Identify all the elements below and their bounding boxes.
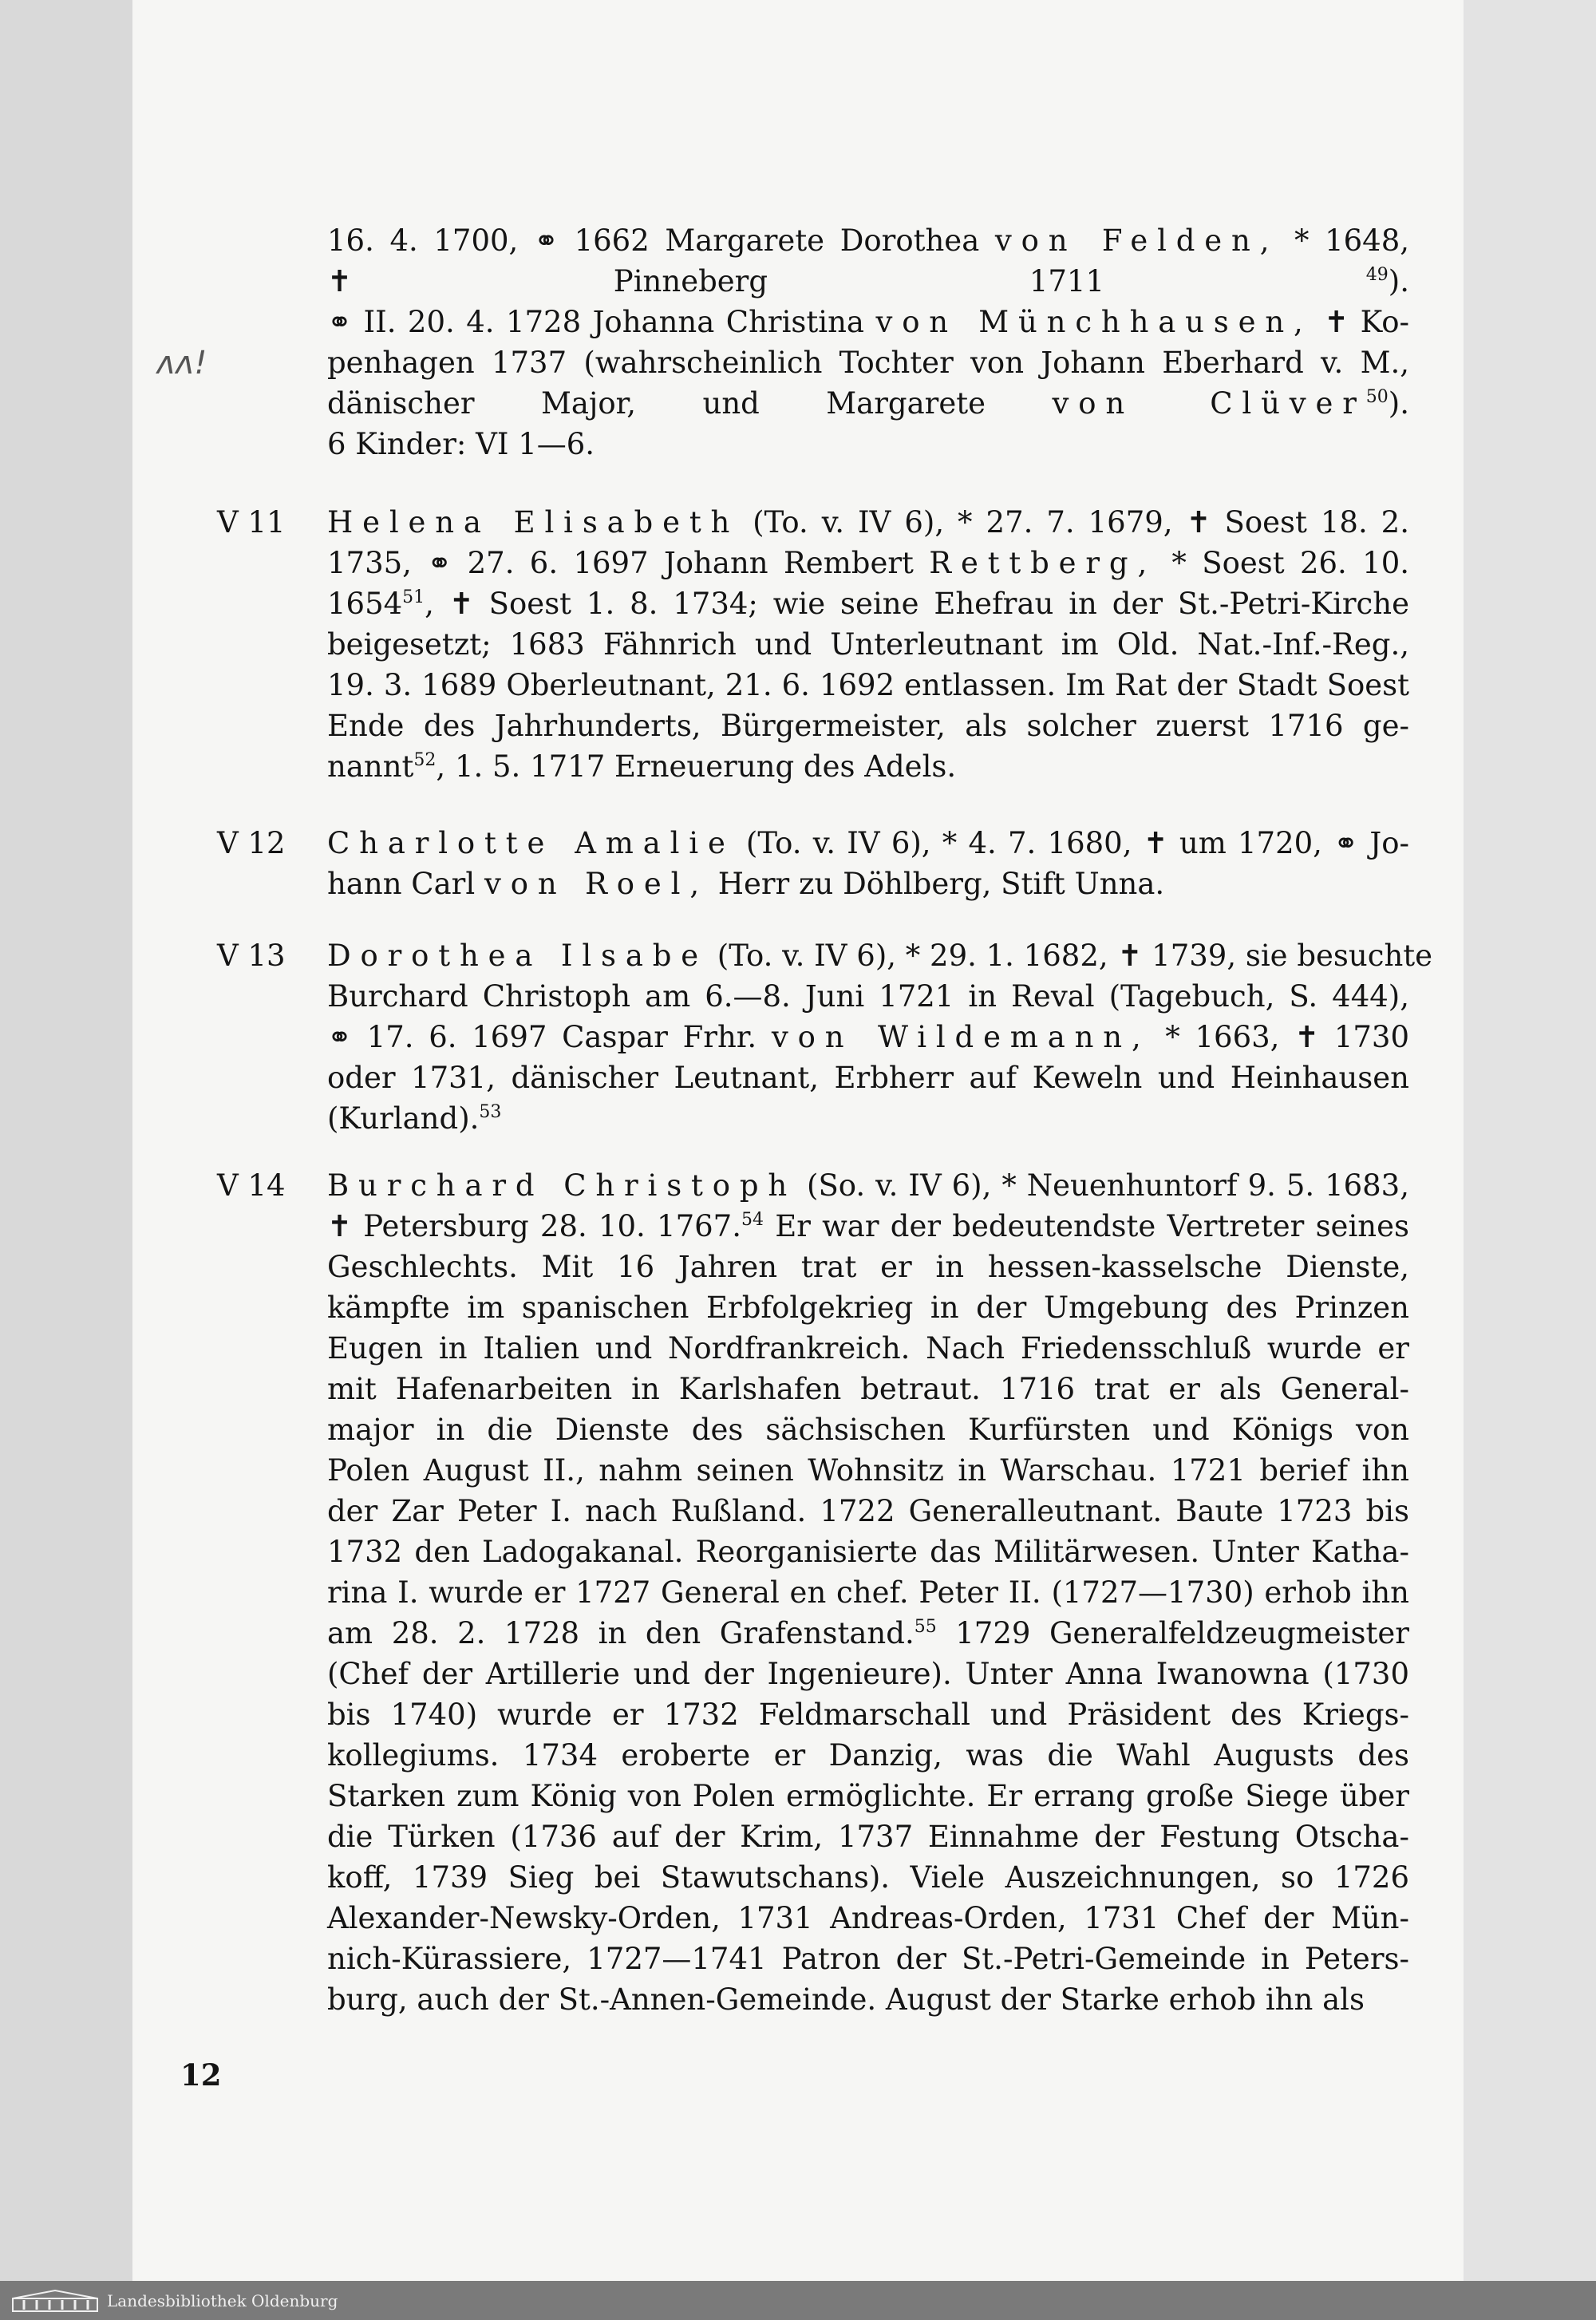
text-run: * 1648, (1278, 223, 1410, 258)
text-run: rina I. wurde er 1727 General en chef. Peter II. (1727—1730) erhob ihn (327, 1575, 1409, 1610)
text-line (327, 1694, 1409, 1735)
spaced-name: Helena Elisabeth (327, 505, 740, 539)
text-run: (So. v. IV 6), * Neuenhuntorf 9. 5. 1683, (796, 1168, 1409, 1203)
text-run: (To. v. IV 6), * 29. 1. 1682, ✝ 1739, sie besuchte (708, 939, 1433, 973)
text-line (327, 1247, 1409, 1287)
text-run: ). (1388, 264, 1409, 298)
text-line (327, 1206, 1409, 1247)
text-run: 19. 3. 1689 Oberleutnant, 21. 6. 1692 entlassen. Im Rat der Stadt Soest (327, 668, 1409, 702)
entry-label: V 12 (217, 826, 286, 860)
text-line (327, 1572, 1409, 1613)
text-line (327, 1979, 1409, 2020)
spaced-name: Dorothea Ilsabe (327, 939, 708, 973)
text-line (327, 1165, 1409, 1206)
text-run: Burchard Christoph am 6.—8. Juni 1721 in Reval (Tagebuch, S. 444), (327, 979, 1409, 1014)
text-run: nich-Kürassiere, 1727—1741 Patron der St.-Petri-Gemeinde in Peters- (327, 1942, 1409, 1976)
footnote-ref: 52 (413, 750, 437, 770)
text-run: Herr zu Döhlberg, Stift Unna. (708, 867, 1165, 901)
text-run: (To. v. IV 6), * 27. 7. 1679, ✝ Soest 18. 2. (739, 505, 1409, 539)
text-run: 1729 Generalfeldzeugmeister (936, 1616, 1409, 1650)
scan-gutter-left (0, 0, 132, 2281)
text-line (327, 1816, 1409, 1857)
text-line (327, 746, 1409, 787)
library-building-icon (11, 2289, 99, 2317)
text-line (327, 976, 1409, 1017)
text-line (327, 1776, 1409, 1816)
entry-label: V 13 (217, 939, 286, 973)
footnote-ref: 51 (402, 587, 425, 607)
text-run: beigesetzt; 1683 Fähnrich und Unterleutnant im Old. Nat.-Inf.-Reg., (327, 627, 1409, 662)
text-run: 1735, ⚭ 27. 6. 1697 Johann Rembert (327, 546, 930, 580)
text-line (327, 1613, 1409, 1654)
text-run: am 28. 2. 1728 in den Grafenstand. (327, 1616, 915, 1650)
text-line (327, 1654, 1409, 1694)
footnote-ref: 55 (914, 1617, 937, 1637)
text-line (327, 1369, 1409, 1409)
library-footer (0, 2281, 1596, 2320)
text-run: , 1. 5. 1717 Erneuerung des Adels. (436, 749, 957, 784)
text-run: (To. v. IV 6), * 4. 7. 1680, ✝ um 1720, ⚭ Jo- (734, 826, 1409, 860)
spaced-name: Burchard Christoph (327, 1168, 797, 1203)
text-line (327, 1287, 1409, 1328)
spaced-name: von Clüver (1052, 386, 1366, 421)
text-run: der Zar Peter I. nach Rußland. 1722 Generalleutnant. Baute 1723 bis (327, 1494, 1409, 1528)
text-run: ⚭ II. 20. 4. 1728 Johanna Christina (327, 305, 876, 339)
entry-text (327, 823, 1409, 904)
text-run: Er war der bedeutendste Vertreter seines (763, 1209, 1409, 1243)
text-line (327, 220, 1409, 261)
text-line (327, 1939, 1409, 1979)
text-line (327, 864, 1409, 904)
page-number: 12 (180, 2057, 222, 2093)
text-line (327, 1409, 1409, 1450)
spaced-name: von Wildemann, (771, 1020, 1151, 1054)
library-name: Landesbibliothek Oldenburg (107, 2291, 338, 2310)
text-line (327, 1735, 1409, 1776)
text-run: * Soest 26. 10. (1156, 546, 1409, 580)
text-run: Eugen in Italien und Nordfrankreich. Nach Friedensschluß wurde er (327, 1331, 1409, 1366)
intro-paragraph (327, 220, 1409, 464)
scan-gutter-right (1464, 0, 1596, 2281)
text-line (327, 665, 1409, 705)
text-line (327, 1450, 1409, 1491)
entry-text (327, 935, 1433, 1139)
text-run: mit Hafenarbeiten in Karlshafen betraut. 1716 trat er als General- (327, 1372, 1409, 1406)
text-run: ). (1388, 386, 1409, 421)
text-run: 6 Kinder: VI 1—6. (327, 427, 595, 461)
text-line (327, 302, 1409, 342)
footnote-ref: 53 (479, 1102, 502, 1122)
spaced-name: von Felden, (994, 223, 1279, 258)
text-run: koff, 1739 Sieg bei Stawutschans). Viele Auszeichnungen, so 1726 (327, 1860, 1409, 1895)
text-run: ✝ Pinneberg 1711 (327, 264, 1366, 298)
text-line (327, 1491, 1409, 1532)
text-run: Ende des Jahrhunderts, Bürgermeister, als solcher zuerst 1716 ge- (327, 709, 1409, 743)
text-run: oder 1731, dänischer Leutnant, Erbherr auf Keweln und Heinhausen (327, 1061, 1409, 1095)
text-line (327, 502, 1409, 543)
text-run: , ✝ Soest 1. 8. 1734; wie seine Ehefrau in der St.-Petri-Kirche (425, 587, 1409, 621)
text-run: ✝ Ko- (1312, 305, 1409, 339)
text-run: bis 1740) wurde er 1732 Feldmarschall und Präsident des Kriegs- (327, 1698, 1409, 1732)
text-line (327, 261, 1409, 302)
text-run: penhagen 1737 (wahrscheinlich Tochter von Johann Eberhard v. M., (327, 346, 1409, 380)
footnote-ref: 54 (741, 1210, 764, 1230)
text-run: (Chef der Artillerie und der Ingenieure). Unter Anna Iwanowna (1730 (327, 1657, 1409, 1691)
spaced-name: Rettberg, (929, 546, 1157, 580)
text-run: ✝ Petersburg 28. 10. 1767. (327, 1209, 741, 1243)
text-line (327, 1057, 1409, 1098)
text-line (327, 624, 1409, 665)
footnote-ref: 49 (1365, 265, 1389, 285)
text-run: Geschlechts. Mit 16 Jahren trat er in hessen-kasselsche Dienste, (327, 1250, 1409, 1284)
text-run: Polen August II., nahm seinen Wohnsitz in Warschau. 1721 berief ihn (327, 1453, 1409, 1488)
text-run: * 1663, ✝ 1730 (1150, 1020, 1409, 1054)
spaced-name: von Münchhausen, (875, 305, 1313, 339)
text-run: hann Carl (327, 867, 484, 901)
text-line (327, 1532, 1409, 1572)
text-line (327, 935, 1433, 976)
text-line (327, 823, 1409, 864)
spaced-name: von Roel, (484, 867, 709, 901)
footnote-ref: 50 (1365, 387, 1389, 407)
text-run: (Kurland). (327, 1101, 480, 1136)
text-run: kollegiums. 1734 eroberte er Danzig, was die Wahl Augusts des (327, 1738, 1409, 1773)
spaced-name: Charlotte Amalie (327, 826, 735, 860)
text-line (327, 1017, 1409, 1057)
entry-text (327, 1165, 1409, 2020)
text-line (327, 583, 1409, 624)
text-run: ⚭ 17. 6. 1697 Caspar Frhr. (327, 1020, 772, 1054)
text-run: die Türken (1736 auf der Krim, 1737 Einnahme der Festung Otscha- (327, 1820, 1409, 1854)
text-line (327, 424, 1409, 464)
text-run: nannt (327, 749, 414, 784)
entry-text (327, 502, 1409, 787)
entry-label: V 11 (217, 505, 286, 539)
text-run: burg, auch der St.-Annen-Gemeinde. August der Starke erhob ihn als (327, 1982, 1365, 2017)
text-line (327, 1098, 1409, 1139)
text-run: 16. 4. 1700, ⚭ 1662 Margarete Dorothea (327, 223, 995, 258)
text-run: major in die Dienste des sächsischen Kurfürsten und Königs von (327, 1413, 1409, 1447)
text-line (327, 543, 1409, 583)
text-line (327, 1328, 1409, 1369)
text-line (327, 342, 1409, 383)
text-run: Starken zum König von Polen ermöglichte. Er errang große Siege über (327, 1779, 1409, 1813)
text-line (327, 1857, 1409, 1898)
text-run: kämpfte im spanischen Erbfolgekrieg in der Umgebung des Prinzen (327, 1290, 1409, 1325)
text-line (327, 705, 1409, 746)
text-line (327, 1898, 1409, 1939)
text-run: Alexander-Newsky-Orden, 1731 Andreas-Orden, 1731 Chef der Mün- (327, 1901, 1409, 1935)
text-line (327, 383, 1409, 424)
text-run: dänischer Major, und Margarete (327, 386, 1053, 421)
text-run: 1732 den Ladogakanal. Reorganisierte das Militärwesen. Unter Katha- (327, 1535, 1409, 1569)
entry-label: V 14 (217, 1168, 286, 1203)
text-run: 1654 (327, 587, 403, 621)
handwritten-margin-note: ᴧᴧ! (156, 345, 207, 381)
